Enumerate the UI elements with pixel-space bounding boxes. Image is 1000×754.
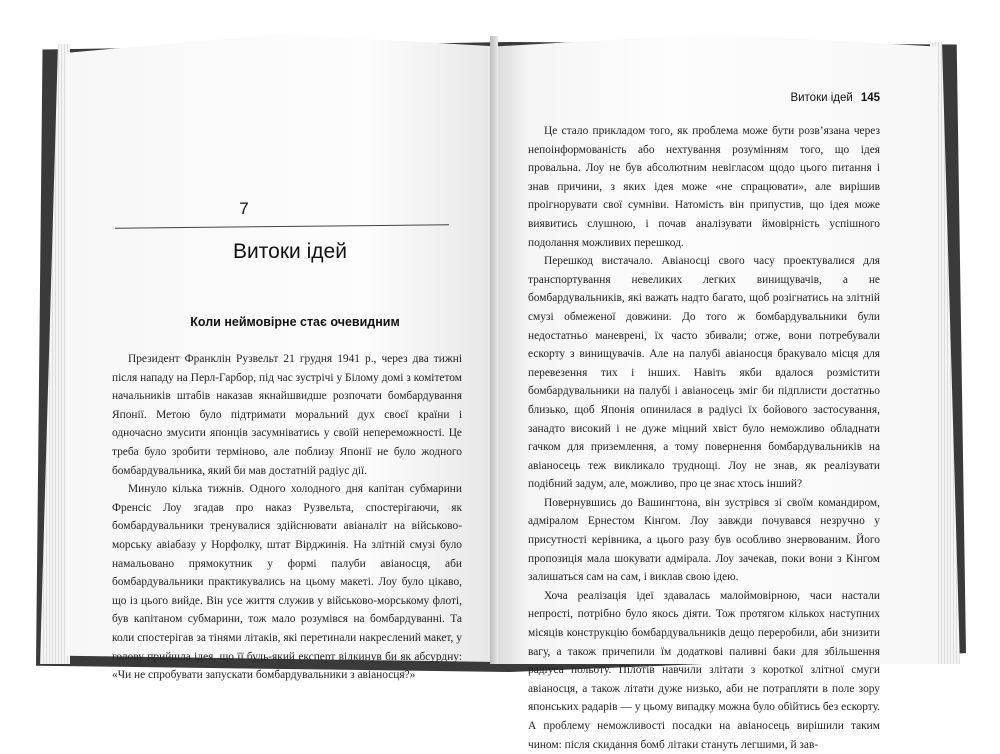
page-number: 145 — [860, 92, 880, 104]
paragraph: Повернувшись до Вашингтона, він зустрівся зі своїм командиром, адміралом Ернестом Кінгом. Лоу завжди почувався незручно у присутності керівника, а цього разу був особливо знервованим. Його пропозиція мала шокувати адмірала. Лоу зачекав, поки вони з Кінгом залишаться сам на сам, і виклав свою ідею. — [528, 496, 880, 584]
section-title: Коли неймовірне стає очевидним — [190, 315, 400, 329]
paragraph: Це стало прикладом того, як проблема може бути розв’язана через непоінформованість або нехтування розумінням того, що ідея провальна. Лоу не був абсолютним невігласом щодо цього питання і знав причини, з яких ідея може «не спрацювати», але вирішив проігнорувати свої сумніви. Натомість він припустив, що ідея може виявитись слушною, і почав аналізувати ймовірність успішного подолання можливих перешкод. — [528, 125, 880, 249]
left-page-text — [112, 350, 462, 685]
running-head — [760, 92, 880, 104]
chapter-title: Витоки ідей — [233, 240, 347, 263]
paragraph: Перешкод вистачало. Авіаносці свого часу проектувалися для транспортування невеликих легких винищувачів, а не бомбардувальників, які важать надто багато, щоб розігнатись на злітній смузі обмеженої довжини. До того ж бомбардувальники були недостатньо маневрені, їх часто збивали; отже, вони потребували ескорту з винищувачів. Але на палубі авіаносця бракувало місця для перевезення тих і інших. Навіть якби вдалося розмістити бомбардувальники на палубі і авіаносець зміг би підплисти достатньо близько, щоб Японія опинилася в радіусі їх бойового застосування, занадто високий і не дуже міцний хвіст було неможливо обладнати гачком для приземлення, а тому повернення бомбардувальників на авіаносець теж викликало труднощі. Лоу не знав, як реалізувати подібний задум, але, можливо, про це знає хтось інший? — [528, 255, 880, 491]
book-gutter — [490, 36, 498, 664]
chapter-number: 7 — [239, 199, 249, 218]
right-page-text — [528, 122, 880, 754]
paragraph: Хоча реалізація ідеї здавалась малоймовірною, часи настали непрості, потрібно було якось діяти. Тож протягом кількох наступних місяців конструкцію бомбардувальників дещо переробили, аби знизити вагу, а також причепили їм додаткові паливні баки для збільшення радіуса польоту. Пілотів навчили злітати з короткої злітної смуги авіаносця, а також літати дуже низько, аби не потрапляти в поле зору японських радарів — у цьому випадку можна було обійтись без ескорту. А проблему неможливості посадки на авіаносець вирішили таким чином: після скидання бомб літаки стануть легшими, й зав- — [528, 589, 880, 751]
running-head-title: Витоки ідей — [790, 92, 853, 104]
paragraph: Минуло кілька тижнів. Одного холодного дня капітан субмарини Френсіс Лоу згадав про наказ Рузвельта, спостерігаючи, як бомбардувальники тренувалися здійснювати авіаналіт на військово-морську авіабазу у Норфолку, штат Вірджинія. На злітній смузі було намальовано прямокутник у формі палуби авіаносця, аби бомбардувальники практикувались на цьому макеті. Лоу було цікаво, що із цього вийде. Він усе життя служив у військово-морському флоті, був капітаном субмарини, тож мало розумівся на бомбардуванні. Та коли спостерігав за тінями літаків, які перетинали накреслений макет, у голову прийшла ідея, що її будь-який експерт відкинув би як абсурдну: «Чи не спробувати запускати бомбардувальники з авіаносця?» — [112, 483, 462, 682]
paragraph: Президент Франклін Рузвельт 21 грудня 1941 р., через два тижні після нападу на Перл-Гарбор, під час зустрічі у Білому домі з комітетом начальників штабів наказав якнайшвидше розпочати бомбардування Японії. Метою було підтримати моральний дух своєї країни і одночасно змусити японців засумніватись у своїй непереможності. Це треба було зробити терміново, але поблизу Японії не було жодного бомбардувальника, який би мав достатній радіус дії. — [112, 353, 462, 477]
